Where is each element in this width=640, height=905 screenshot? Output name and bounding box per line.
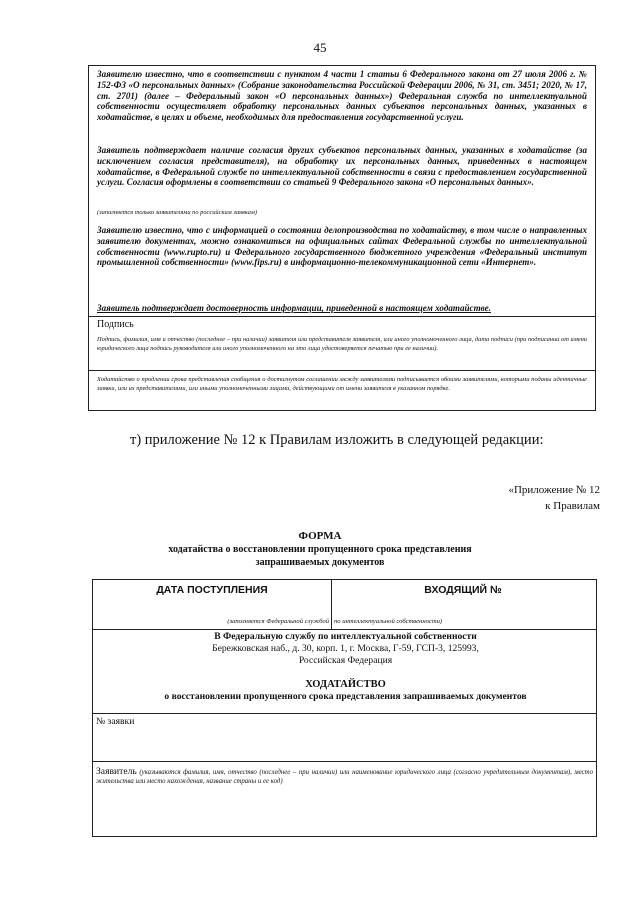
consent-paragraph-2: Заявитель подтверждает наличие согласия других субъектов персональных данных, указанных в ходатайстве (за исключением согласия представителя), на обработку их персональных данных, приведенных в настоящем ходатайстве, в Федеральной службе по интеллектуальной собственности в связи с предоставлением государственной услуги. Согласия оформлены в соответствии со статьей 9 Федерального закона «О персональных данных».	[97, 145, 587, 188]
signature-divider	[89, 316, 595, 317]
signature-label: Подпись	[97, 319, 134, 330]
consent-box	[88, 65, 596, 411]
extension-divider	[89, 370, 595, 371]
form-subtitle-line-1: ходатайства о восстановлении пропущенного срока представления	[168, 544, 472, 555]
addressee-line-3: Российская Федерация	[298, 655, 393, 666]
accuracy-statement: Заявитель подтверждает достоверность информации, приведенной в настоящем ходатайстве.	[97, 303, 491, 313]
addressee-line-1: В Федеральную службу по интеллектуальной собственности	[214, 631, 477, 642]
form-subtitle-line-2: запрашиваемых документов	[255, 557, 385, 568]
applicant-field[interactable]	[96, 790, 593, 832]
appendix-number: «Приложение № 12	[508, 484, 600, 496]
date-received-cell	[93, 580, 332, 629]
incoming-number-cell	[331, 580, 595, 629]
addressee-line-2: Бережковская наб., д. 30, корп. 1, г. Москва, Г-59, ГСП-3, 125993,	[212, 643, 479, 654]
petition-form	[92, 579, 597, 837]
info-paragraph: Заявителю известно, что с информацией о состоянии делопроизводства по ходатайству, в том числе о направленных заявителю документах, можно ознакомиться на официальных сайтах Федеральной службы по интеллектуальной собственности (www.rupto.ru) и Федерального государственного бюджетного учреждения «Федеральный институт промышленной собственности» (www.fips.ru) в информационно-телекоммуникационной сети «Интернет».	[97, 225, 587, 268]
extension-note: Ходатайство о продлении срока представления сообщения о достигнутом соглашении между заявителями подписывается обоими заявителями, которыми поданы идентичные заявки, или их представителями, или иными уполномоченными лицами, действующими от имени заявителя в указанном порядке.	[97, 376, 587, 392]
applicant-block	[96, 767, 593, 786]
form-divider-3	[93, 761, 596, 762]
form-title: ФОРМА	[298, 530, 342, 542]
petition-title: ХОДАТАЙСТВО	[305, 679, 386, 690]
applicant-label: Заявитель	[96, 766, 137, 777]
form-divider-2	[93, 713, 596, 714]
fill-note-left: (заполняется Федеральной службой	[227, 618, 329, 625]
amendment-instruction: т) приложение № 12 к Правилам изложить в следующей редакции:	[130, 432, 544, 448]
page-number: 45	[313, 40, 327, 55]
form-divider-1	[93, 629, 596, 630]
signature-note: Подпись, фамилия, имя и отчество (последнее – при наличии) заявителя или представителя заявителя, или иного уполномоченного лица, дата подписи (при подписании от имени юридического лица подпись руководителя или иного уполномоченного на это лица удостоверяется печатью при ее наличии).	[97, 336, 587, 352]
application-number-field[interactable]	[153, 716, 593, 756]
applicant-note: (указываются фамилия, имя, отчество (последнее – при наличии) или наименование юридического лица (согласно учредительным документам), место жительства или место нахождения, название страны и ее код)	[96, 769, 593, 785]
incoming-number-header: ВХОДЯЩИЙ №	[424, 584, 502, 596]
consent-paragraph-2-note: (заполняется только заявителями по российским заявкам)	[97, 209, 257, 216]
petition-subtitle: о восстановлении пропущенного срока представления запрашиваемых документов	[164, 691, 527, 702]
fill-note-right: по интеллектуальной собственности)	[334, 618, 443, 625]
date-received-header: ДАТА ПОСТУПЛЕНИЯ	[156, 584, 268, 596]
application-number-label: № заявки	[96, 716, 135, 727]
appendix-rules: к Правилам	[545, 500, 600, 512]
consent-paragraph-1: Заявителю известно, что в соответствии с пунктом 4 части 1 статьи 6 Федерального закона от 27 июля 2006 г. № 152-ФЗ «О персональных данных» (Собрание законодательства Российской Федерации 2006, № 31, ст. 3451; 2020, № 17, ст. 2701) (далее – Федеральный закон «О персональных данных») Федеральная служба по интеллектуальной собственности осуществляет обработку персональных данных субъектов персональных данных, указанных в ходатайстве, в целях и объеме, необходимых для предоставления государственной услуги.	[97, 69, 587, 122]
